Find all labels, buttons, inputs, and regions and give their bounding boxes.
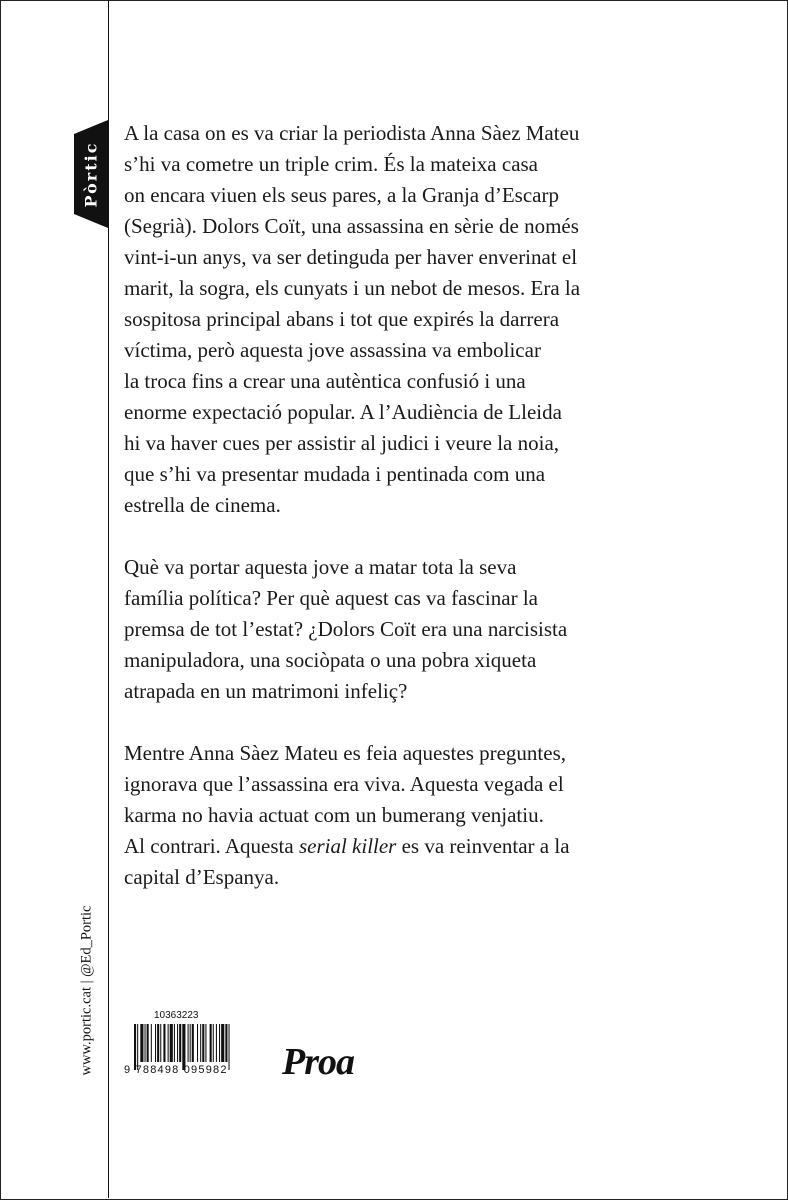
blurb-line: manipuladora, una sociòpata o una pobra xiqueta [124,648,537,672]
barcode-bar [225,1024,227,1062]
barcode-digits: 9 788498 095982 [124,1064,228,1076]
barcode-bar [197,1024,198,1062]
barcode-bar [219,1024,220,1062]
barcode-bar [140,1024,143,1062]
paragraph-gap [124,707,724,738]
blurb-line: premsa de tot l’estat? ¿Dolors Coït era una narcisista [124,617,568,641]
blurb-line: A la casa on es va criar la periodista Anna Sàez Mateu [124,121,580,145]
blurb-line: la troca fins a crear una autèntica confusió i una [124,369,526,393]
barcode-bar [202,1024,204,1062]
blurb-line: Mentre Anna Sàez Mateu es feia aquestes preguntes, [124,741,567,765]
imprint-tab-label-wrap [74,120,108,228]
barcode-bar [155,1024,156,1062]
barcode-bar [229,1024,230,1070]
barcode-bar [157,1024,159,1062]
barcode-bar [151,1024,152,1062]
blurb-italic-text: serial killer [298,834,397,858]
barcode-bar [160,1024,161,1062]
barcode-bar [145,1024,146,1062]
barcode-bar [174,1024,175,1062]
blurb-line: enorme expectació popular. A l’Audiència de Lleida [124,400,562,424]
blurb-line: estrella de cinema. [124,493,281,517]
barcode-bar [168,1024,169,1062]
blurb-line-mixed [124,831,724,862]
blurb-line: Què va portar aquesta jove a matar tota la seva [124,555,517,579]
barcode-bar [192,1024,194,1062]
barcode-bar [163,1024,165,1062]
blurb-line: víctima, però aquesta jove assassina va embolicar [124,338,541,362]
isbn-code-top: 10363223 [154,1010,199,1021]
barcode-bar [177,1024,178,1062]
barcode-bar [200,1024,201,1062]
blurb-line: s’hi va cometre un triple crim. És la mateixa casa [124,152,539,176]
paragraph-gap [124,521,724,552]
barcode-bar [216,1024,217,1062]
publisher-logo: Proa [282,1041,354,1083]
barcode-bar [205,1024,206,1062]
side-credit-wrap [72,890,102,1090]
blurb-line: on encara viuen els seus pares, a la Granja d’Escarp [124,183,559,207]
blurb-line: sospitosa principal abans i tot que expirés la darrera [124,307,560,331]
barcode-bar [179,1024,181,1062]
blurb-line: família política? Per què aquest cas va fascinar la [124,586,538,610]
blurb-line: karma no havia actuat com un bumerang venjatiu. [124,803,544,827]
imprint-tab-label: Pòrtic [81,141,101,207]
blurb-line: ignorava que l’assassina era viva. Aquesta vegada el [124,772,564,796]
blurb-text: Al contrari. Aquesta [124,834,299,858]
blurb-line: marit, la sogra, els cunyats i un nebot de mesos. Era la [124,276,581,300]
barcode-bar [188,1024,189,1062]
blurb [124,118,724,893]
blurb-line: hi va haver cues per assistir al judici i veure la noia, [124,431,560,455]
barcode-bar [147,1024,149,1062]
blurb-line: (Segrià). Dolors Coït, una assassina en sèrie de només [124,214,579,238]
side-credit: www.portic.cat | @Ed_Portic [78,905,95,1075]
blurb-line: que s’hi va presentar mudada i pentinada com una [124,462,546,486]
blurb-text: es va reinventar a la [396,834,570,858]
barcode-bar [190,1024,191,1062]
blurb-line: capital d’Espanya. [124,865,280,889]
barcode-bar [210,1024,212,1062]
blurb-line: atrapada en un matrimoni infeliç? [124,679,408,703]
barcode-bar [213,1024,214,1062]
spine-divider [108,0,109,1198]
barcode-bar [170,1024,173,1062]
blurb-line: vint-i-un anys, va ser detinguda per haver enverinat el [124,245,578,269]
barcode-bar [221,1024,224,1062]
